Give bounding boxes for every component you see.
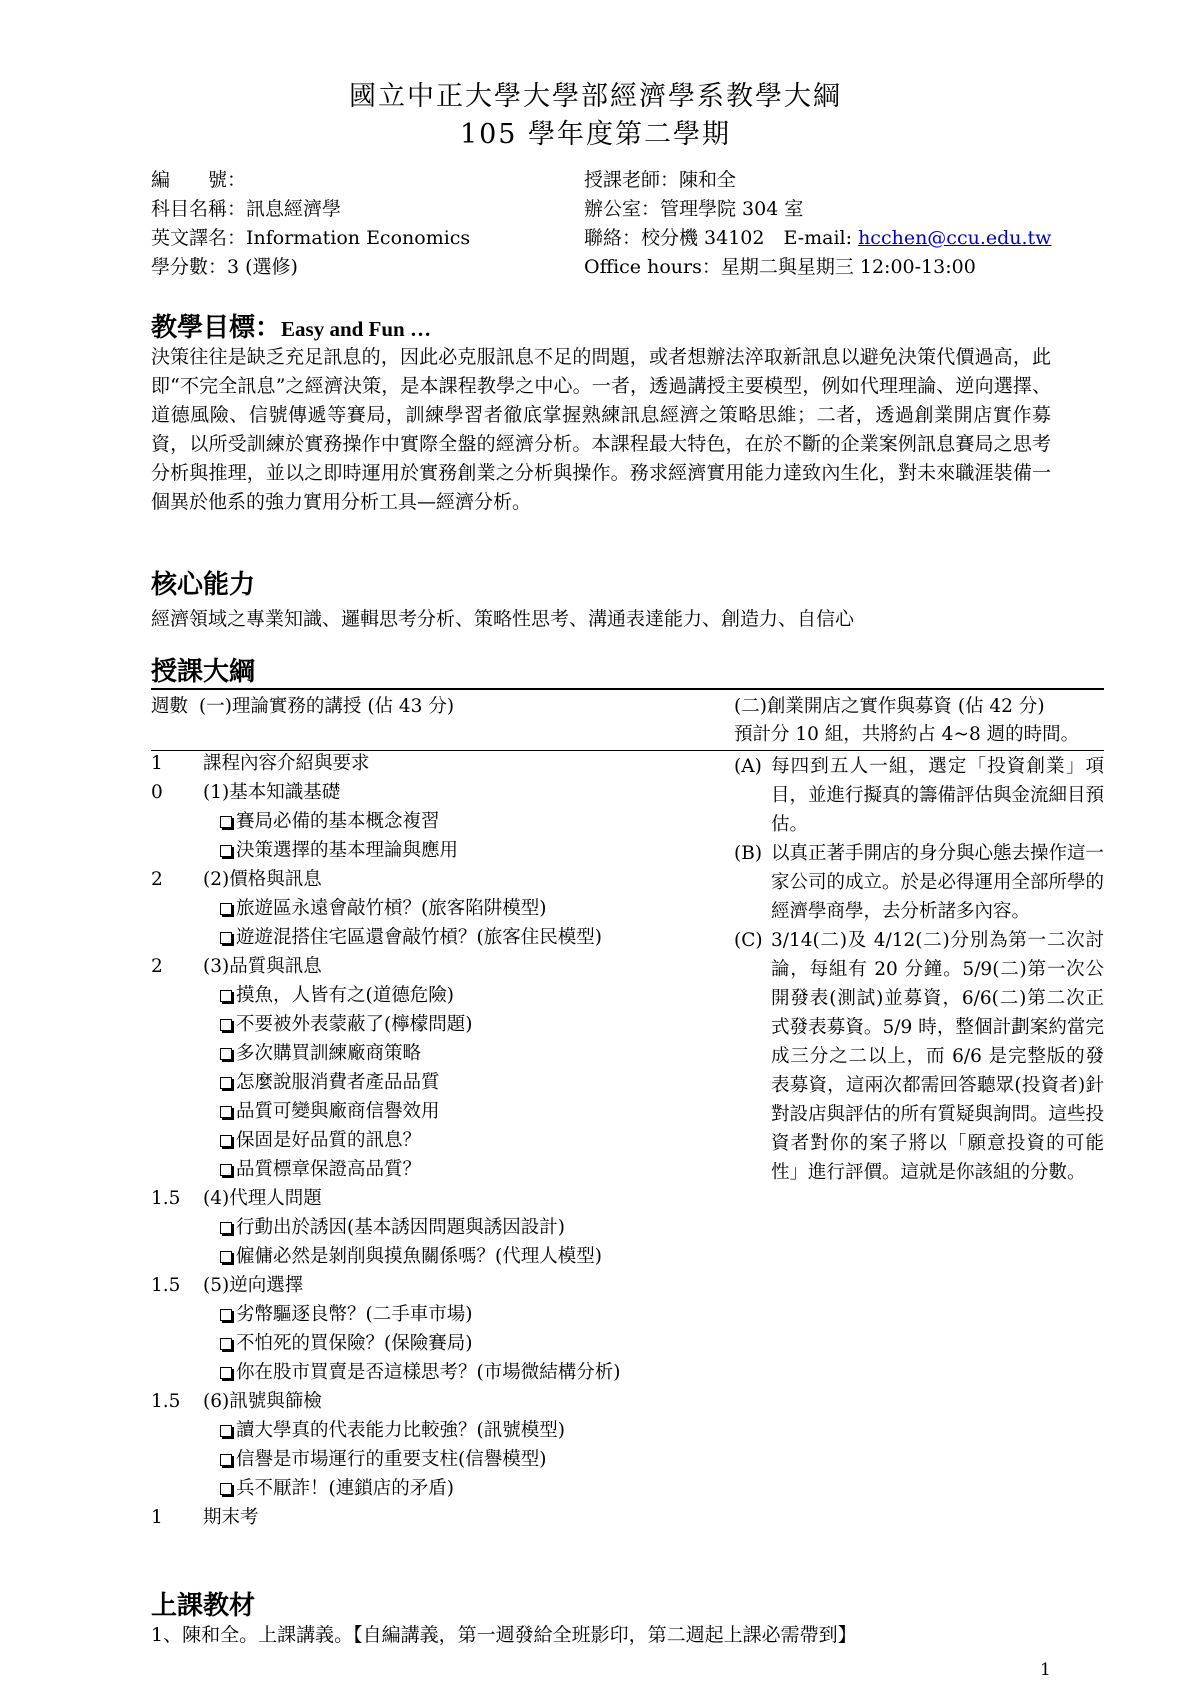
syllabus-topic-item [220,1155,421,1184]
syllabus-section [203,1184,322,1213]
page-number: 1 [1040,1660,1051,1680]
checkbox-bullet-icon [220,1367,232,1379]
objectives-heading-label: 教學目標： [151,313,282,343]
part2-item-text: 以真正著手開店的身分與心態去操作這一家公司的成立。於是必得運用全部所學的經濟學商學，去分析諸多內容。 [771,843,1105,922]
syllabus-row-text: 決策選擇的基本理論與應用 [236,840,459,861]
checkbox-bullet-icon [220,1309,232,1321]
syllabus-section [203,1387,322,1416]
syllabus-section [203,865,322,894]
semester-title: 105 學年度第二學期 [459,119,732,150]
syllabus-topic-item [220,1068,440,1097]
syllabus-row-text: 期末考 [203,1507,259,1528]
syllabus-row-text: 信譽是市場運行的重要支柱(信譽模型) [236,1449,547,1470]
syllabus-row-weeks: 1 [151,1507,163,1528]
part2-item-tag: (C) [734,930,763,951]
syllabus-row-text: 行動出於誘因(基本誘因問題與誘因設計) [236,1217,565,1238]
checkbox-bullet-icon [220,1077,232,1089]
syllabus-topic-item [220,981,454,1010]
syllabus-row-weeks: 2 [151,956,163,977]
col-header-part1: (一)理論實務的講授 (佔 43 分) [199,696,455,717]
office-hours: Office hours：星期二與星期三 12:00-13:00 [584,256,976,278]
checkbox-bullet-icon [220,1425,232,1437]
part2-item-tag: (B) [734,843,763,864]
syllabus-row-text: (6)訊號與篩檢 [203,1391,322,1412]
syllabus-row-text: 旅遊區永遠會敲竹槓？(旅客陷阱模型) [236,898,547,919]
syllabus-section [203,952,322,981]
core-abilities-text: 經濟領域之專業知識、邏輯思考分析、策略性思考、溝通表達能力、創造力、自信心 [151,608,855,630]
col-header-weeks: 週數 [151,696,189,717]
syllabus-topic-item [220,1329,472,1358]
checkbox-bullet-icon [220,1222,232,1234]
syllabus-row-text: 你在股市買賣是否這樣思考？(市場微結構分析) [236,1362,621,1383]
syllabus-row-weeks: 1.5 [151,1275,181,1296]
part2-item-c [734,926,1104,1187]
syllabus-topic-item [220,836,458,865]
objectives-heading [151,307,431,344]
syllabus-section [203,749,370,778]
syllabus-row-text: 遊遊混搭住宅區還會敲竹槓？(旅客住民模型) [236,927,602,948]
syllabus-heading: 授課大綱 [151,657,256,687]
checkbox-bullet-icon [220,990,232,1002]
syllabus-row-weeks: 2 [151,869,163,890]
syllabus-topic-item [220,923,602,952]
syllabus-topic-item [220,1300,472,1329]
syllabus-topic-item [220,1010,472,1039]
checkbox-bullet-icon [220,1135,232,1147]
checkbox-bullet-icon [220,816,232,828]
checkbox-bullet-icon [220,903,232,915]
checkbox-bullet-icon [220,1106,232,1118]
syllabus-row-text: 不怕死的買保險？(保險賽局) [236,1333,473,1354]
part2-item-b [734,839,1104,926]
syllabus-topic-item [220,1242,602,1271]
part2-items [734,752,1104,1187]
objectives-text: 決策往往是缺乏充足訊息的，因此必克服訊息不足的問題，或者想辦法淬取新訊息以避免決策代價過高，此即“不完全訊息”之經濟決策，是本課程教學之中心。一者，透過講授主要模型，例如代理理論、逆向選擇、道德風險、信號傳遞等賽局，訓練學習者徹底掌握熟練訊息經濟之策略思維；二者，透過創業開店實作募資，以所受訓練於實務操作中實際全盤的經濟分析。本課程最大特色，在於不斷的企業案例訊息賽局之思考分析與推理，並以之即時運用於實務創業之分析與操作。務求經濟實用能力達致內生化，對未來職涯裝備一個異於他系的強力實用分析工具—經濟分析。 [151,346,1051,513]
teacher: 授課老師：陳和全 [584,169,737,191]
course-credits: 學分數：3 (選修) [151,256,298,278]
syllabus-row-weeks: 1.5 [151,1188,181,1209]
syllabus-topic-item [220,1358,620,1387]
materials-heading: 上課教材 [151,1591,256,1621]
syllabus-row-text: 賽局必備的基本概念複習 [236,811,440,832]
part2-item-text: 每四到五人一組，選定「投資創業」項目，並進行擬真的籌備評估與金流細目預估。 [771,756,1105,835]
syllabus-row-text: (4)代理人問題 [203,1188,322,1209]
syllabus-topic-item [220,807,440,836]
objectives-heading-sub: Easy and Fun … [281,317,431,341]
syllabus-section [203,1503,259,1532]
syllabus-row-text: 讀大學真的代表能力比較強？(訊號模型) [236,1420,565,1441]
checkbox-bullet-icon [220,932,232,944]
course-info-right [584,166,1051,282]
syllabus-row-weeks: 1 [151,753,163,774]
syllabus-row-text: (3)品質與訊息 [203,956,322,977]
part2-item-text: 3/14(二)及 4/12(二)分別為第一二次討論，每組有 20 分鐘。5/9(二)第一次公開發表(測試)並募資，6/6(二)第二次正式發表募資。5/9 時，整個計劃案約當完成三分之二以上，而 6/6 是完整版的發表募資，這兩次都需回答聽眾(投資者)針對設店與評估的所有質疑與詢問。這些投資者對你的案子將以「願意投資的可能性」進行評價。這就是你該組的分數。 [771,930,1105,1183]
checkbox-bullet-icon [220,845,232,857]
core-abilities-heading: 核心能力 [151,570,256,600]
table-top-rule [151,688,1104,690]
syllabus-row-text: 課程內容介紹與要求 [203,753,370,774]
course-english-name: 英文譯名：Information Economics [151,227,471,249]
checkbox-bullet-icon [220,1164,232,1176]
col-header-part2-line2: 預計分 10 組，共將約占 4~8 週的時間。 [734,724,1080,745]
course-name: 科目名稱：訊息經濟學 [151,198,342,220]
syllabus-row-text: (5)逆向選擇 [203,1275,304,1296]
checkbox-bullet-icon [220,1251,232,1263]
checkbox-bullet-icon [220,1019,232,1031]
part2-item-a [734,752,1104,839]
syllabus-row-text: (2)價格與訊息 [203,869,322,890]
checkbox-bullet-icon [220,1338,232,1350]
syllabus-row-text: 品質標章保證高品質？ [236,1159,422,1180]
syllabus-topic-item [220,1445,546,1474]
col-header-part2-line1: (二)創業開店之實作與募資 (佔 42 分) [734,696,1045,717]
syllabus-row-text: 不要被外表蒙蔽了(檸檬問題) [236,1014,473,1035]
syllabus-topic-item [220,1097,440,1126]
syllabus-row-text: 多次購買訓練廠商策略 [236,1043,422,1064]
syllabus-section [203,778,340,807]
syllabus-topic-item [220,1474,454,1503]
syllabus-row-text: 保固是好品質的訊息？ [236,1130,422,1151]
syllabus-topic-item [220,1213,565,1242]
syllabus-topic-item [220,1416,565,1445]
syllabus-topic-item [220,1126,421,1155]
checkbox-bullet-icon [220,1483,232,1495]
syllabus-row-weeks: 1.5 [151,1391,181,1412]
contact [584,224,1051,253]
contact-prefix: 聯絡：校分機 34102 E-mail: [584,227,859,249]
syllabus-row-text: (1)基本知識基礎 [203,782,341,803]
syllabus-section [203,1271,303,1300]
checkbox-bullet-icon [220,1048,232,1060]
email-link[interactable]: hcchen@ccu.edu.tw [858,227,1052,249]
document-title: 國立中正大學大學部經濟學系教學大綱 [349,81,842,112]
syllabus-row-text: 兵不厭詐！(連鎖店的矛盾) [236,1478,454,1499]
materials-text: 1、陳和全。上課講義。【自編講義，第一週發給全班影印，第二週起上課必需帶到】 [151,1624,857,1646]
syllabus-row-weeks: 0 [151,782,163,803]
course-info-left [151,166,470,282]
checkbox-bullet-icon [220,1454,232,1466]
syllabus-row-text: 劣幣驅逐良幣？(二手車市場) [236,1304,473,1325]
syllabus-row-text: 品質可變與廠商信譽效用 [236,1101,440,1122]
syllabus-topic-item [220,1039,421,1068]
syllabus-row-text: 僱傭必然是剝削與摸魚關係嗎？(代理人模型) [236,1246,602,1267]
syllabus-topic-item [220,894,546,923]
course-code: 編 號： [151,169,247,191]
syllabus-row-text: 怎麼說服消費者產品品質 [236,1072,440,1093]
syllabus-row-text: 摸魚，人皆有之(道德危險) [236,985,454,1006]
office: 辦公室：管理學院 304 室 [584,198,804,220]
part2-item-tag: (A) [734,756,762,777]
